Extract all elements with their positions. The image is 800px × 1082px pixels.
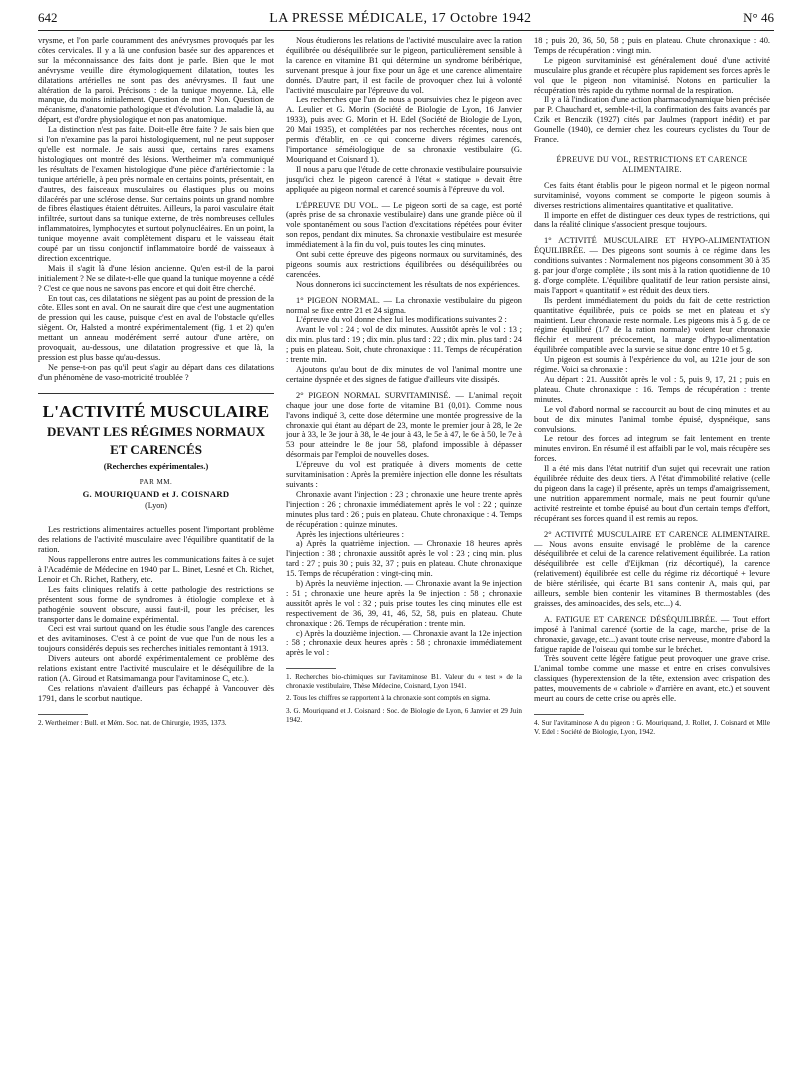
- paragraph: Ils perdent immédiatement du poids du fait de cette restriction quantitative équilibrée, puis ce poids se met en plateau et s'y maintient. Leur chronaxie reste normale. Les pigeons mis à 5 g. de ce régime équilibré (1/7 de la ration normale) voient leur chronaxie fléchir et meurent précocement, la marge d'hypo-alimentation équilibrée compatible avec la survie se situe donc entre 10 et 5 g.: [534, 295, 770, 355]
- paragraph: Ceci est vrai surtout quand on les étudie sous l'angle des carences et des avitaminoses. C'est à ce point de vue que l'un de nous les a toujours considérés depuis ses recherches initiales remontant à 1913.: [38, 624, 274, 654]
- paragraph: Ne pense-t-on pas qu'il peut s'agir au départ dans ces dilatations d'un phénomène de vaso-motricité troublée ?: [38, 362, 274, 382]
- paragraph: Très souvent cette légère fatigue peut provoquer une grave crise. L'animal tombe comme une masse et entre en crises convulsives classiques (hyperextension de la tête, extension avec crispation des pattes, mouvements de « cabriole » d'arrière en avant, etc.) et souvent meurt au cours de cette crise ou après elle.: [534, 654, 770, 704]
- paragraph: Les recherches que l'un de nous a poursuivies chez le pigeon avec A. Leulier et G. Morin (Société de Biologie de Lyon, 16 Janvier 1933), puis avec G. Morin et H. Edel (Société de Biologie de Lyon, 20 Mai 1935), et complétées par nos recherches récentes, nous ont permis d'établir, en ce qui concerne divers régimes carencés, l'importance séméiologique de sa chronaxie vestibulaire (G. Mouriquand et Coisnard 1).: [286, 95, 522, 164]
- article-title-line-3: ET CARENCÉS: [110, 441, 202, 457]
- paragraph: vrysme, et l'on parle couramment des anévrysmes provoqués par les côtes cervicales. Il y a là une confusion basée sur des apparences et sur la méconnaissance des faits dont je parle. Bien que le mot anévrysme veuille dire étymologiquement dilatation, toutes les dilatations artérielles ne sont pas des anévrysmes. Il faut une altération de la paroi. Précisons : de la tunique moyenne. Là, elle manque, du moins initialement. Question de mot ? Non. Question de mécanisme, d'anatomie pathologique et d'évolution. La maladie là, au départ, est d'ordre physiologique et non pas anatomique.: [38, 36, 274, 125]
- paragraph: Ces faits étant établis pour le pigeon normal et le pigeon normal survitaminisé, voyons comment se comporte le pigeon soumis à diverses restrictions alimentaires quantitative et qualitative.: [534, 180, 770, 210]
- paragraph: 1° PIGEON NORMAL. — La chronaxie vestibulaire du pigeon normal se fixe entre 21 et 24 sigma.: [286, 295, 522, 315]
- column-3: [534, 36, 770, 1074]
- header-rule: [38, 30, 774, 31]
- footnote-rule: [286, 668, 336, 669]
- paragraph: Divers auteurs ont abordé expérimentalement ce problème des relations existant entre l'activité musculaire et le déséquilibre de la ration (A. Giroud et Ratsimamanga pour l'avitaminose C, etc.).: [38, 654, 274, 683]
- paragraph: 2° ACTIVITÉ MUSCULAIRE ET CARENCE ALIMENTAIRE. — Nous avons ensuite envisagé le problème de la carence déséquilibrée et celui de la carence relativement équilibrée. La ration déséquilibrée est celle d'Eijkman (riz décortiqué), la carence (relativement) équilibrée est celle du régime riz décortiqué + levure de bière stérilisée, qui écarte B1 sans contenir A, mais qui, par ailleurs, semble bien contenir les vitamines B thermostables (des graisses, des aminoacides, des sels, etc...) 4.: [534, 529, 770, 608]
- paragraph: En tout cas, ces dilatations ne siègent pas au point de pression de la côte. Elles sont en aval. On ne saurait dire que c'est une augmentation de pression qui les cause, puisque c'est en aval de l'obstacle qu'elles siègent. Or, Halsted a montré expérimentalement (fig. 1 et 2) qu'en mettant un anneau modérément serré autour d'une artère, on provoquait, au-dessous, une dilatation progressive et que là, la pression est plus basse qu'au-dessus.: [38, 293, 274, 362]
- by-label: PAR MM.: [139, 477, 173, 486]
- author-location: (Lyon): [145, 501, 167, 511]
- paragraph: Nous donnerons ici succinctement les résultats de nos expériences.: [296, 279, 520, 289]
- footnote: 4. Sur l'avitaminose A du pigeon : G. Mouriquand, J. Rollet, J. Coisnard et Mlle V. Edel : Société de Biologie, Lyon, 1942.: [534, 719, 770, 736]
- journal-title: LA PRESSE MÉDICALE, 17 Octobre 1942: [269, 11, 532, 26]
- paragraph: c) Après la douzième injection. — Chronaxie avant la 12e injection : 58 ; chronaxie deux heures après : 58 ; chronaxie immédiatement après le vol :: [286, 628, 522, 658]
- footnote: 2. Tous les chiffres se rapportent à la chronaxie sont comptés en sigma.: [286, 694, 491, 703]
- footnote: 2. Wertheimer : Bull. et Mém. Soc. nat. de Chirurgie, 1935, 1373.: [38, 718, 227, 727]
- article-authors: G. MOURIQUAND et J. COISNARD: [82, 488, 230, 499]
- paragraph: Il y a là l'indication d'une action pharmacodynamique bien précisée par P. Chauchard et, semble-t-il, la confirmation des faits avancés par Czik et Benczik (1927) cités par Jaulmes (rapport inédit) et par Gounelle (1940), ce dernier chez les coureurs cyclistes du Tour de France.: [534, 95, 770, 145]
- paragraph: Le pigeon survitaminisé est généralement doué d'une activité musculaire plus grande et récupère plus rapidement ses forces après le vol que le pigeon non vitaminisé. Notons en particulier la récupération très rapide du rythme normal de la respiration.: [534, 55, 770, 95]
- article-title-line-2: DEVANT LES RÉGIMES NORMAUX: [46, 423, 266, 439]
- article-title: [38, 402, 274, 458]
- paragraph: b) Après la neuvième injection. — Chronaxie avant la 9e injection : 51 ; chronaxie une heure après la 9e injection : 58 ; chronaxie aussitôt après le vol : 32 ; puis prise toutes les cinq minutes elle est respectivement de 36, 39, 41, 46, 52, 58, puis en plateau. Chute chronaxique : 26. Temps de récupération : trente min.: [286, 579, 522, 628]
- paragraph: Ces relations n'avaient d'ailleurs pas échappé à Vancouver dès 1791, dans le scorbut nautique.: [38, 683, 274, 703]
- paragraph: Il nous a paru que l'étude de cette chronaxie vestibulaire poursuivie jusqu'ici chez le pigeon carencé à l'état « statique » devait être appliquée au pigeon normal et carencé soumis à l'épreuve du vol.: [286, 164, 522, 194]
- paragraph: L'épreuve du vol donne chez lui les modifications suivantes 2 :: [296, 315, 507, 325]
- page-number: 642: [38, 10, 58, 25]
- paragraph: L'épreuve du vol est pratiquée à divers moments de cette survitaminisation : Après la première injection elle donne les résultats suivants :: [286, 460, 522, 489]
- issue-number: N° 46: [743, 10, 774, 25]
- paragraph: Chronaxie avant l'injection : 23 ; chronaxie une heure trente après l'injection : 26 ; chronaxie immédiatement après le vol : 22 ; quinze minutes plus tard : 26 ; puis en plateau. Chute chronaxique : 4. Temps de récupération : quinze minutes.: [286, 489, 522, 529]
- paragraph: Le retour des forces ad integrum se fait lentement en trente minutes environ. En résumé il est affaibli par le vol, mais récupère ses forces.: [534, 434, 770, 464]
- paragraph: Nous étudierons les relations de l'activité musculaire avec la ration équilibrée ou déséquilibrée sur le pigeon, particulièrement sensible à la carence en vitamine B1 qui détermine un syndrome béribérique, survenant presque à jour fixe pour un âge et une carence alimentaire donnés. D'autre part, il est facile de provoquer chez lui à volonté l'activité musculaire par l'épreuve du vol.: [286, 36, 522, 95]
- footnote-rule: [534, 714, 584, 715]
- paragraph: Après les injections ultérieures :: [296, 529, 404, 539]
- footnote: 3. G. Mouriquand et J. Coisnard : Soc. de Biologie de Lyon, 6 Janvier et 29 Juin 1942.: [286, 707, 522, 724]
- paragraph: Ajoutons qu'au bout de dix minutes de vol l'animal montre une certaine dyspnée et des signes de fatigue d'ailleurs vite dissipés.: [286, 365, 522, 384]
- paragraph: Le vol d'abord normal se raccourcit au bout de cinq minutes et au bout de dix minutes l'animal tombe épuisé, dyspnéique, sans convulsions.: [534, 404, 770, 434]
- article-title-line-1: L'ACTIVITÉ MUSCULAIRE: [42, 401, 270, 421]
- page-header: [38, 10, 774, 27]
- paragraph: Les faits cliniques relatifs à cette pathologie des restrictions se présentent sous forme de syndromes à étiologie complexe et à pathogénie souvent obscure, aussi faut-il, pour les préciser, les transporter dans le domaine expérimental.: [38, 584, 274, 624]
- paragraph: A. FATIGUE ET CARENCE DÉSÉQUILIBRÉE. — Tout effort imposé à l'animal carencé (sortie de la cage, marche, prise de la chronaxie, gavage, etc...) avant toute crise nerveuse, montre d'abord la fatigue rapide de l'oiseau qui tombe sur le bréchet.: [534, 614, 770, 654]
- footnote-rule: [38, 714, 88, 715]
- paragraph: La distinction n'est pas faite. Doit-elle être faite ? Je sais bien que si l'on n'examine pas la paroi histologiquement, nul ne peut supposer qu'elle est normale. Je sais aussi que, certains rares examens histologiques ont montré des lésions. Wertheimer m'a communiqué les résultats de l'examen histologique d'une pièce d'artériectomie : la tunique artérielle, à peu près normale en certains points, présentait, en d'autres, des faisceaux musculaires ou élastiques plus ou moins dilacérés par une sclérose dense. Sur certains points un grand nombre de fibres élastiques étaient détruites. Ailleurs, la paroi vasculaire était infiltrée, surtout dans sa tunique externe, de très nombreuses cellules inflammatoires, lymphocytes et surtout polynucléaires. En un point, la tunique moyenne avait complètement disparu et le vaisseau était coupé par un tissu conjonctif inflammatoire bordé de vaisseaux à direction excentrique.: [38, 125, 274, 263]
- paragraph: 1° ACTIVITÉ MUSCULAIRE ET HYPO-ALIMENTATION ÉQUILIBRÉE. — Des pigeons sont soumis à ce régime dans les conditions suivantes : Normalement nos pigeons consomment 30 à 35 g. par jour d'orge complète ; ils sont mis à la ration quotidienne de 10 g. d'orge complète. L'équilibre qualitatif de leur ration persiste ainsi, mais l'apport « quantitatif » est réduit des deux tiers.: [534, 236, 770, 295]
- paragraph: Au départ : 21. Aussitôt après le vol : 5, puis 9, 17, 21 ; puis en plateau. Chute chronaxique : 16. Temps de récupération : trente minutes.: [534, 375, 770, 404]
- paragraph: Avant le vol : 24 ; vol de dix minutes. Aussitôt après le vol : 13 ; dix min. plus tard : 19 ; dix min. plus tard : 22 ; dix min. plus tard : 24 ; puis en plateau. Soit, chute chronaxique : 11. Temps de récupération : trente min.: [286, 325, 522, 365]
- paragraph: Les restrictions alimentaires actuelles posent l'important problème des relations de l'activité musculaire avec l'équilibre quantitatif de la ration.: [38, 525, 274, 555]
- paragraph: Mais il s'agit là d'une lésion ancienne. Qu'en est-il de la paroi initialement ? Ne se dilate-t-elle que quand la tunique moyenne a cédé ? C'est ce que nous ne savons pas encore et qui doit être cherché.: [38, 263, 274, 293]
- article-separator: [38, 393, 274, 394]
- paragraph: Ont subi cette épreuve des pigeons normaux ou survitaminés, des pigeons soumis aux restrictions équilibrées ou déséquilibrées ou carencées.: [286, 250, 522, 279]
- paragraph: 2° PIGEON NORMAL SURVITAMINISÉ. — L'animal reçoit chaque jour une dose forte de vitamine B1 (0,01). Comme nous l'avons indiqué 3, cette dose détermine une montée progressive de la chronaxie qui étant au départ de 23, monte le premier jour à 28, le 2e jour à 33, le 3e jour à 38, le 4e jour à 43, le 5e à 47, le 6e à 50, le 7e à 53 pour atteindre le 8e jour 58, plafond impossible à dépasser désormais par l'emploi de nouvelles doses.: [286, 390, 522, 460]
- article-subtitle: (Recherches expérimentales.): [103, 461, 209, 471]
- column-1: [38, 36, 274, 1074]
- paragraph: Il a été mis dans l'état nutritif d'un sujet qui recevrait une ration équilibrée réduite des deux tiers. A l'état d'immobilité relative (celle du pigeon dans la cage) il présente, après un temps d'amaigrissement, une nutrition apparemment normale, mais ne peut fournir qu'une activité restreinte et tombe épuisé au bout d'un certain temps d'effort, récupérant ses forces quand il est remis au repos.: [534, 464, 770, 523]
- paragraph: Un pigeon est soumis à l'expérience du vol, au 121e jour de son régime. Voici sa chronaxie :: [534, 355, 770, 375]
- paragraph: L'ÉPREUVE DU VOL. — Le pigeon sorti de sa cage, est porté (après prise de sa chronaxie vestibulaire) dans une grande pièce où il vole spontanément ou sous l'action d'excitations répétées pour éviter son repos, pendant dix minutes. Sa chronaxie vestibulaire est mesurée immédiatement à la fin du vol, puis toutes les cinq minutes.: [286, 200, 522, 250]
- section-heading: ÉPREUVE DU VOL, RESTRICTIONS ET CARENCE ALIMENTAIRE.: [556, 154, 748, 174]
- paragraph: a) Après la quatrième injection. — Chronaxie 18 heures après l'injection : 38 ; chronaxie aussitôt après le vol : 23 ; cinq min. plus tard : 27 ; puis 30 ; puis 32, 37 ; puis en plateau. Chute chronaxique 15. Temps de récupération : vingt-cinq min.: [286, 539, 522, 579]
- paragraph: 18 ; puis 20, 36, 50, 58 ; puis en plateau. Chute chronaxique : 40. Temps de récupération : vingt min.: [534, 36, 770, 55]
- columns: [38, 36, 774, 1074]
- paragraph: Il importe en effet de distinguer ces deux types de restrictions, qui dans la réalité clinique s'associent presque toujours.: [534, 210, 770, 230]
- footnote: 1. Recherches bio-chimiques sur l'avitaminose B1. Valeur du « test » de la chronaxie vestibulaire, Thèse Médecine, Coisnard, Lyon 1941.: [286, 673, 522, 690]
- column-2: [286, 36, 522, 1074]
- paragraph: Nous rappellerons entre autres les communications faites à ce sujet à l'Académie de Médecine en 1940 par L. Binet, Lesné et Ch. Richet, Lenoir et Ch. Richet, Rathery, etc.: [38, 555, 274, 584]
